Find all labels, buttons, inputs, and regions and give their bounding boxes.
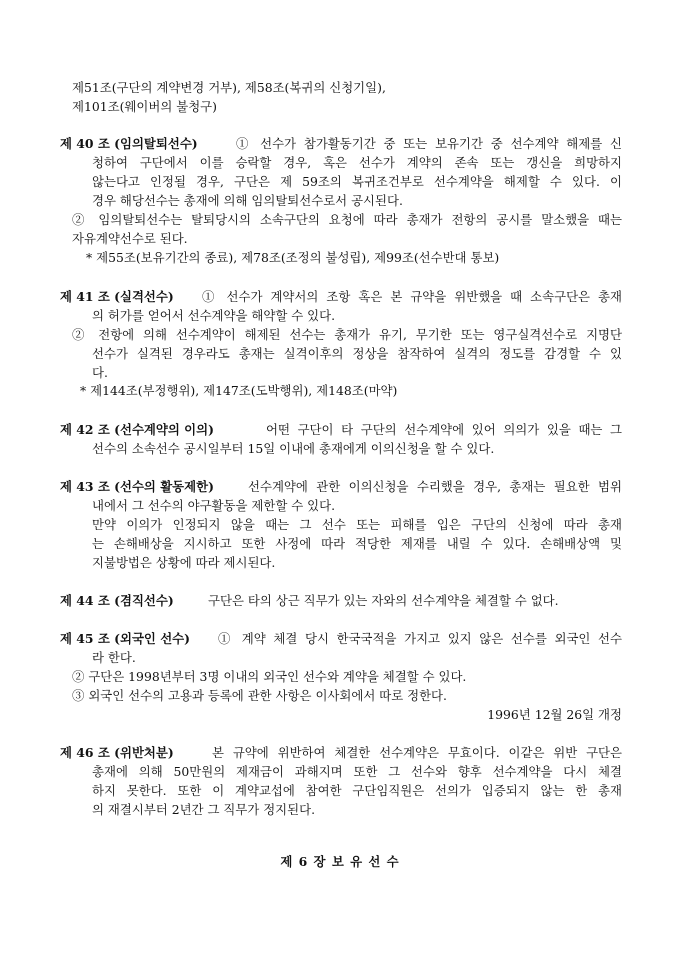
article-41-clause-1-line-1: ① 선수가 계약서의 조항 혹은 본 규약을 위반했을 때 소속구단은 총재 xyxy=(202,289,622,304)
article-45-clause-1-line-2: 라 한다. xyxy=(92,650,136,665)
article-46-line-3: 하지 못한다. 또한 이 계약교섭에 참여한 구단임직원은 선의가 입증되지 않는 한 총재 xyxy=(92,783,622,798)
article-43-line-2: 내에서 그 선수의 야구활동을 제한할 수 있다. xyxy=(92,498,336,513)
article-40-reference: * 제55조(보유기간의 종료), 제78조(조정의 불성립), 제99조(선수반대 통보) xyxy=(86,250,500,265)
article-43-line-3: 만약 이의가 인정되지 않을 때는 그 선수 또는 피해를 입은 구단의 신청에 따라 총재 xyxy=(92,517,622,532)
article-40-clause-1-line-3: 않는다고 인정될 경우, 구단은 제 59조의 복귀조건부로 선수계약을 해제할 수 있다. 이 xyxy=(92,174,622,189)
article-46-title: 제 46 조 (위반처분) xyxy=(60,745,174,760)
article-42-line-2: 선수의 소속선수 공시일부터 15일 이내에 총재에게 이의신청을 할 수 있다. xyxy=(92,441,495,456)
article-46-line-1: 본 규약에 위반하여 체결한 선수계약은 무효이다. 이같은 위반 구단은 xyxy=(212,745,622,760)
article-41-clause-2-line-1: ② 전항에 의해 선수계약이 해제된 선수는 총재가 유기, 무기한 또는 영구실격선수로 지명단 xyxy=(72,327,622,342)
article-40-clause-2-line-2: 자유계약선수로 된다. xyxy=(72,231,188,246)
intro-line-1: 제51조(구단의 계약변경 거부), 제58조(복귀의 신청기일), xyxy=(72,80,386,95)
article-46-line-2: 총재에 의해 50만원의 제재금이 과해지며 또한 그 선수와 향후 선수계약을 다시 체결 xyxy=(92,764,622,779)
chapter-heading: 제 6 장 보 유 선 수 xyxy=(280,854,400,869)
article-45-clause-1-line-1: ① 계약 체결 당시 한국국적을 가지고 있지 않은 선수를 외국인 선수 xyxy=(218,631,622,646)
article-40-clause-2-line-1: ② 임의탈퇴선수는 탈퇴당시의 소속구단의 요청에 따라 총재가 전항의 공시를 말소했을 때는 xyxy=(72,212,622,227)
article-45-revision-date: 1996년 12월 26일 개정 xyxy=(487,707,622,722)
article-41-title: 제 41 조 (실격선수) xyxy=(60,289,174,304)
article-43-title: 제 43 조 (선수의 활동제한) xyxy=(60,479,214,494)
article-43-line-5: 지불방법은 상황에 따라 제시된다. xyxy=(92,555,276,570)
article-45-clause-3: ③ 외국인 선수의 고용과 등록에 관한 사항은 이사회에서 따로 정한다. xyxy=(72,688,447,703)
article-40-clause-1-line-2: 청하여 구단에서 이를 승락할 경우, 혹은 선수가 계약의 존속 또는 갱신을 희망하지 xyxy=(92,155,622,170)
article-41-clause-2-line-3: 다. xyxy=(92,365,108,380)
article-42-title: 제 42 조 (선수계약의 이의) xyxy=(60,422,214,437)
article-40-title: 제 40 조 (임의탈퇴선수) xyxy=(60,136,198,151)
article-41-clause-2-line-2: 선수가 실격된 경우라도 총재는 실격이후의 정상을 참작하여 실격의 정도를 감경할 수 있 xyxy=(92,346,622,361)
article-42-line-1: 어떤 구단이 타 구단의 선수계약에 있어 의의가 있을 때는 그 xyxy=(266,422,622,437)
article-46-line-4: 의 재결시부터 2년간 그 직무가 정지된다. xyxy=(92,802,316,817)
article-43-line-1: 선수계약에 관한 이의신청을 수리했을 경우, 총재는 필요한 범위 xyxy=(248,479,622,494)
article-40-clause-1-line-1: ① 선수가 참가활동기간 중 또는 보유기간 중 선수계약 해제를 신 xyxy=(236,136,622,151)
article-43-line-4: 는 손해배상을 지시하고 또한 사정에 따라 적당한 제재를 내릴 수 있다. 손해배상액 및 xyxy=(92,536,622,551)
article-44-title: 제 44 조 (겸직선수) xyxy=(60,593,174,608)
article-45-title: 제 45 조 (외국인 선수) xyxy=(60,631,191,646)
article-45-clause-2: ② 구단은 1998년부터 3명 이내의 외국인 선수와 계약을 체결할 수 있다. xyxy=(72,669,467,684)
article-44-line-1: 구단은 타의 상근 직무가 있는 자와의 선수계약을 체결할 수 없다. xyxy=(208,593,559,608)
article-41-reference: * 제144조(부정행위), 제147조(도박행위), 제148조(마약) xyxy=(80,383,398,398)
article-41-clause-1-line-2: 의 허가를 얻어서 선수계약을 해약할 수 있다. xyxy=(92,308,336,323)
intro-line-2: 제101조(웨이버의 불청구) xyxy=(72,99,217,114)
article-40-clause-1-line-4: 경우 해당선수는 총재에 의해 임의탈퇴선수로서 공시된다. xyxy=(92,193,403,208)
